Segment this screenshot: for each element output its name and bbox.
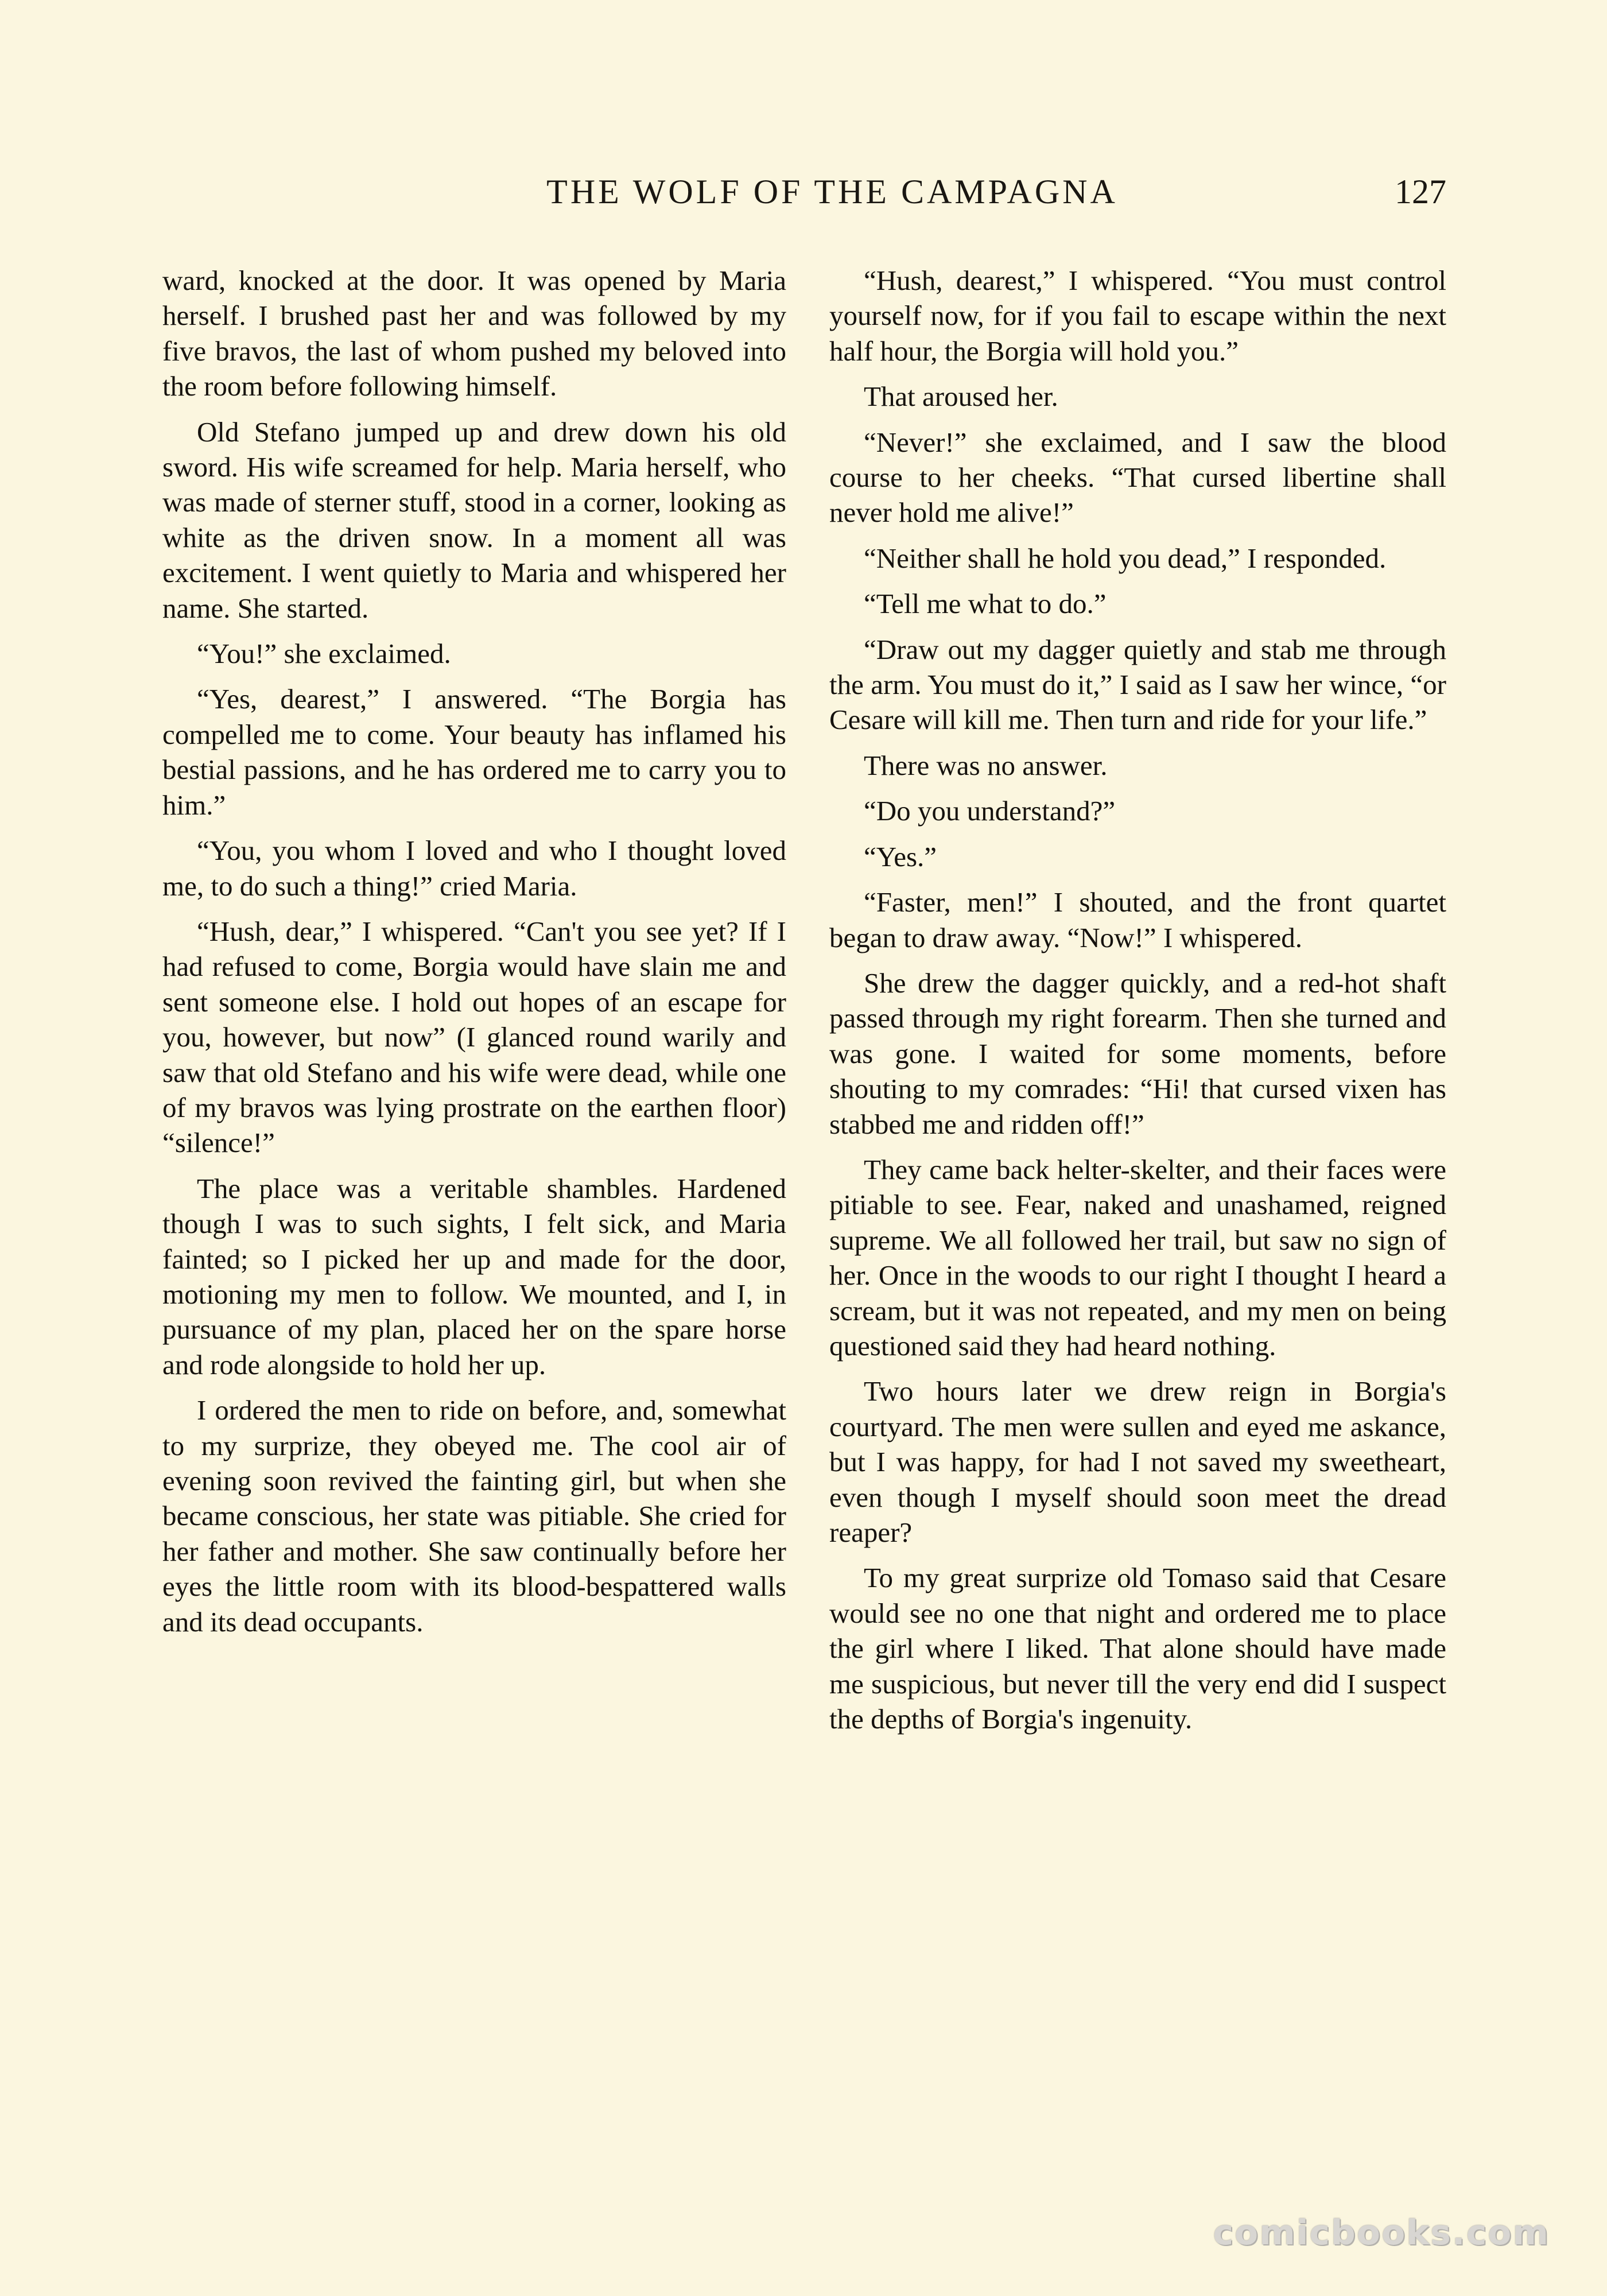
paragraph: To my great surprize old Tomaso said that Cesare would see no one that night and ordered me to place the girl where I liked. That alone should have made me suspicious, but never till the very end did I suspect the depths of Borgia's ingenuity. [829,1562,1446,1735]
running-title: THE WOLF OF THE CAMPAGNA [546,173,1118,211]
paragraph: “Hush, dear,” I whispered. “Can't you see yet? If I had refused to come, Borgia would have slain me and sent someone else. I hold out hopes of an escape for you, however, but now” (I glanced round warily and saw that old Stefano and his wife were dead, while one of my bravos was lying prostrate on the earthen floor) “silence!” [162,915,786,1159]
paragraph: “Hush, dearest,” I whispered. “You must control yourself now, for if you fail to escape within the next half hour, the Borgia will hold you.” [829,265,1446,367]
watermark: comicbooks.com [1213,2213,1550,2253]
paragraph: She drew the dagger quickly, and a red-hot shaft passed through my right forearm. Then she turned and was gone. I waited for some moments, before shouting to my comrades: “Hi! that cursed vixen has stabbed me and ridden off!” [829,967,1446,1140]
paragraph: “Yes.” [864,840,937,872]
paragraph: “Yes, dearest,” I answered. “The Borgia has compelled me to come. Your beauty has inflamed his bestial passions, and he has ordered me to carry you to him.” [162,683,786,821]
paragraph: Two hours later we drew reign in Borgia's courtyard. The men were sullen and eyed me askance, but I was happy, for had I not saved my sweetheart, even though I myself should soon meet the dread reaper? [829,1375,1446,1548]
paragraph: “Tell me what to do.” [864,588,1107,620]
paragraph: “Faster, men!” I shouted, and the front quartet began to draw away. “Now!” I whispered. [829,886,1446,953]
paragraph: “Do you understand?” [864,795,1116,827]
left-text-column [162,263,786,1650]
paragraph: Old Stefano jumped up and drew down his old sword. His wife screamed for help. Maria herself, who was made of sterner stuff, stood in a corner, looking as white as the driven snow. In a moment all was excitement. I went quietly to Maria and whispered her name. She started. [162,416,786,624]
page-number: 127 [1395,173,1446,211]
paragraph: “Draw out my dagger quietly and stab me through the arm. You must do it,” I said as I saw her wince, “or Cesare will kill me. Then turn and ride for your life.” [829,633,1446,736]
paragraph: I ordered the men to ride on before, and, somewhat to my surprize, they obeyed me. The cool air of evening soon revived the fainting girl, but when she became conscious, her state was pitiable. She cried for her father and mother. She saw continually before her eyes the little room with its blood-bespattered walls and its dead occupants. [162,1394,786,1638]
paragraph: ward, knocked at the door. It was opened by Maria herself. I brushed past her and was followed by my five bravos, the last of whom pushed my beloved into the room before following himself. [162,265,786,402]
paragraph: They came back helter-skelter, and their faces were pitiable to see. Fear, naked and unashamed, reigned supreme. We all followed her trail, but saw no sign of her. Once in the woods to our right I thought I heard a scream, but it was not repeated, and my men on being questioned said they had heard nothing. [829,1153,1446,1362]
paragraph: “Neither shall he hold you dead,” I responded. [864,542,1387,574]
paragraph: “You, you whom I loved and who I thought loved me, to do such a thing!” cried Maria. [162,835,786,902]
paragraph: That aroused her. [864,381,1058,413]
paragraph: “Never!” she exclaimed, and I saw the blood course to her cheeks. “That cursed libertine shall never hold me alive!” [829,426,1446,529]
right-text-column [829,263,1446,1747]
paragraph: “You!” she exclaimed. [197,638,451,670]
paragraph: The place was a veritable shambles. Hardened though I was to such sights, I felt sick, and Maria fainted; so I picked her up and made for the door, motioning my men to follow. We mounted, and I, in pursuance of my plan, placed her on the spare horse and rode alongside to hold her up. [162,1172,786,1380]
paragraph: There was no answer. [864,749,1108,781]
